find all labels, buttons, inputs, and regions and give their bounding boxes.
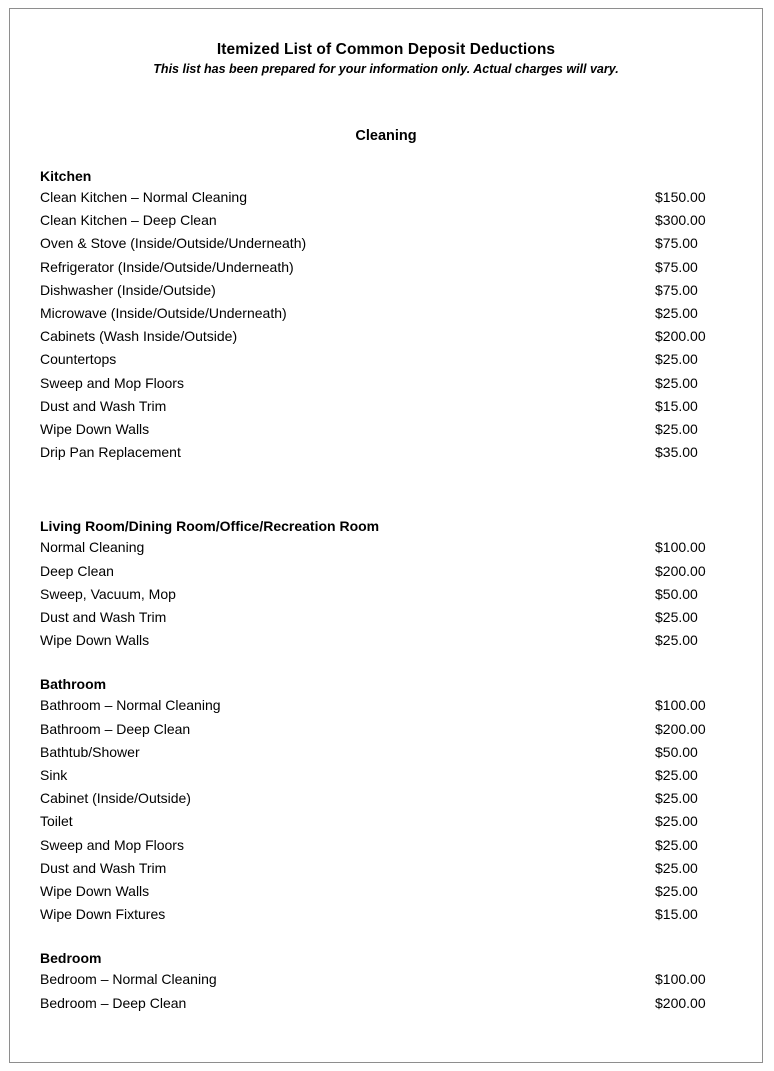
item-amount: $150.00 [655, 189, 706, 205]
list-item [40, 903, 732, 926]
list-item [40, 372, 732, 395]
item-label: Cabinets (Wash Inside/Outside) [40, 328, 238, 345]
item-label: Clean Kitchen – Normal Cleaning [40, 189, 247, 205]
group-kitchen [40, 168, 732, 464]
list-item [40, 395, 732, 418]
item-label: Wipe Down Walls [40, 632, 150, 649]
item-amount: $25.00 [655, 609, 698, 626]
item-amount: $25.00 [655, 790, 698, 807]
item-label: Bedroom – Deep Clean [40, 994, 187, 1011]
list-item [40, 209, 732, 232]
item-amount: $300.00 [655, 212, 706, 229]
item-label: Refrigerator (Inside/Outside/Underneath) [40, 258, 294, 275]
item-amount: $200.00 [655, 994, 706, 1011]
item-label: Sweep and Mop Floors [40, 836, 184, 853]
item-label: Wipe Down Walls [40, 421, 150, 438]
list-item [40, 536, 732, 559]
item-label: Bathtub/Shower [40, 743, 140, 760]
item-label: Dust and Wash Trim [40, 609, 167, 626]
item-amount: $100.00 [655, 539, 706, 556]
item-amount: $200.00 [655, 720, 706, 737]
item-label: Dust and Wash Trim [40, 859, 167, 876]
group-heading: Kitchen [40, 168, 92, 184]
item-amount: $25.00 [655, 632, 698, 649]
list-item [40, 418, 732, 441]
item-label: Oven & Stove (Inside/Outside/Underneath) [40, 235, 307, 252]
list-item [40, 441, 732, 464]
item-label: Normal Cleaning [40, 539, 145, 556]
group-heading: Living Room/Dining Room/Office/Recreation Room [40, 518, 380, 535]
list-item [40, 787, 732, 810]
list-item [40, 741, 732, 764]
item-amount: $25.00 [655, 883, 698, 900]
group-heading: Bedroom [40, 950, 102, 967]
item-amount: $50.00 [655, 743, 698, 760]
group-rows [40, 694, 732, 926]
item-amount: $75.00 [655, 281, 698, 298]
item-label: Sweep, Vacuum, Mop [40, 585, 176, 602]
item-amount: $35.00 [655, 444, 698, 461]
item-label: Countertops [40, 351, 117, 368]
list-item [40, 834, 732, 857]
item-label: Wipe Down Fixtures [40, 906, 166, 923]
item-label: Clean Kitchen – Deep Clean [40, 212, 217, 229]
list-item [40, 810, 732, 833]
item-label: Dishwasher (Inside/Outside) [40, 281, 216, 298]
item-amount: $100.00 [655, 971, 706, 988]
list-item [40, 606, 732, 629]
item-amount: $25.00 [655, 351, 698, 368]
item-label: Bathroom – Deep Clean [40, 720, 191, 737]
list-item [40, 694, 732, 717]
group-bedroom [40, 950, 732, 1014]
list-item [40, 186, 732, 209]
item-amount: $75.00 [655, 235, 698, 252]
item-label: Drip Pan Replacement [40, 444, 181, 461]
item-label: Sink [40, 767, 68, 784]
item-amount: $15.00 [655, 397, 698, 414]
list-item [40, 348, 732, 371]
item-amount: $25.00 [655, 374, 698, 391]
item-label: Bathroom – Normal Cleaning [40, 697, 221, 714]
item-label: Cabinet (Inside/Outside) [40, 790, 191, 807]
group-rows [40, 968, 732, 1014]
list-item [40, 629, 732, 652]
document-body [40, 41, 732, 1015]
list-item [40, 302, 732, 325]
page-subtitle: This list has been prepared for your information only. Actual charges will vary. [153, 62, 619, 76]
item-label: Toilet [40, 813, 73, 830]
list-item [40, 232, 732, 255]
item-amount: $15.00 [655, 906, 698, 923]
item-amount: $50.00 [655, 585, 698, 602]
group-bathroom [40, 676, 732, 926]
section-heading-cleaning: Cleaning [355, 128, 417, 144]
section-spacer [40, 464, 732, 496]
list-item [40, 718, 732, 741]
item-amount: $200.00 [655, 562, 706, 579]
item-label: Microwave (Inside/Outside/Underneath) [40, 305, 287, 322]
item-label: Wipe Down Walls [40, 883, 150, 900]
list-item [40, 256, 732, 279]
page-title: Itemized List of Common Deposit Deductions [216, 41, 556, 58]
group-living-room [40, 518, 732, 652]
list-item [40, 325, 732, 348]
item-amount: $25.00 [655, 767, 698, 784]
list-item [40, 279, 732, 302]
item-amount: $25.00 [655, 813, 698, 830]
list-item [40, 880, 732, 903]
document-sheet [9, 8, 763, 1063]
item-amount: $200.00 [655, 328, 706, 345]
item-amount: $100.00 [655, 697, 706, 714]
item-amount: $25.00 [655, 305, 698, 322]
group-rows [40, 186, 732, 464]
list-item [40, 560, 732, 583]
list-item [40, 992, 732, 1015]
item-label: Deep Clean [40, 562, 114, 579]
item-amount: $25.00 [655, 836, 698, 853]
list-item [40, 968, 732, 991]
group-rows [40, 536, 732, 652]
item-label: Sweep and Mop Floors [40, 374, 184, 391]
group-heading: Bathroom [40, 676, 107, 693]
list-item [40, 857, 732, 880]
item-amount: $25.00 [655, 859, 698, 876]
item-label: Dust and Wash Trim [40, 397, 167, 414]
item-amount: $25.00 [655, 421, 698, 438]
item-label: Bedroom – Normal Cleaning [40, 971, 217, 988]
list-item [40, 764, 732, 787]
item-amount: $75.00 [655, 258, 698, 275]
list-item [40, 583, 732, 606]
